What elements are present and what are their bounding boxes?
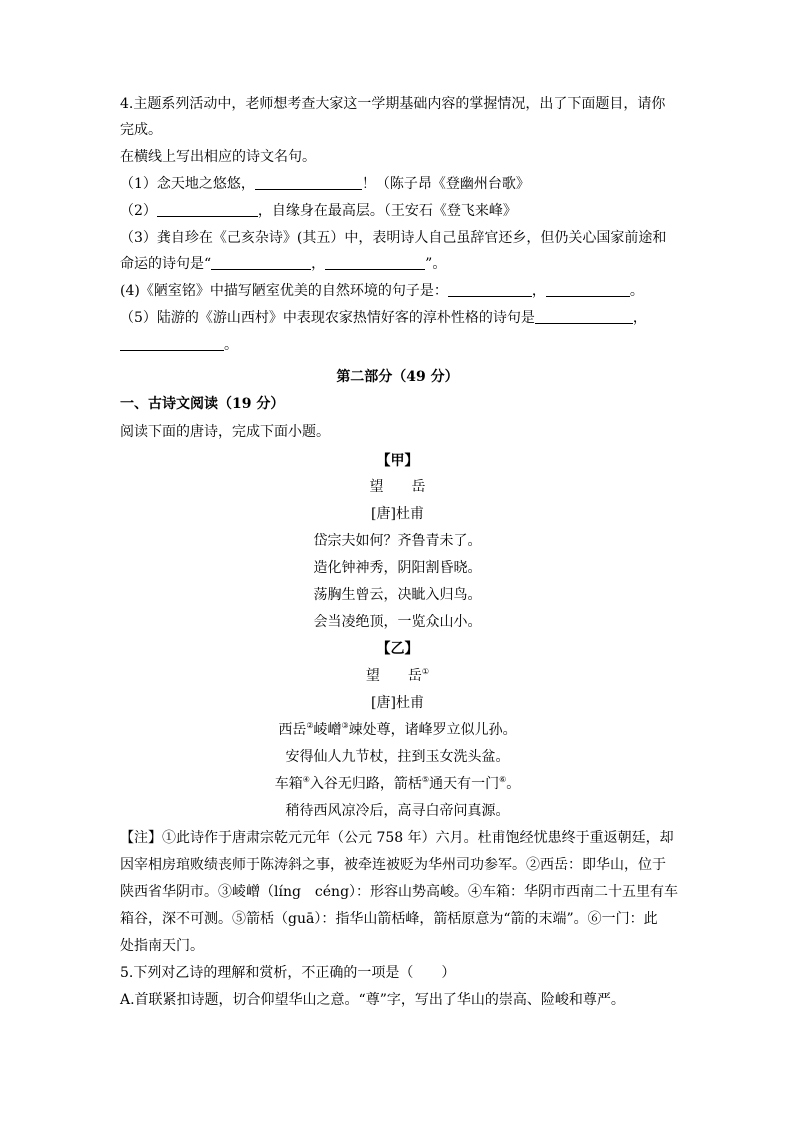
q4-item5-prefix: （5）陆游的《游山西村》中表现农家热情好客的淳朴性格的诗句是 (120, 310, 535, 326)
q4-item3-blank-2[interactable] (325, 255, 425, 270)
poem-a-author: [唐]杜甫 (371, 506, 424, 522)
q4-item3-line2 (120, 254, 446, 274)
q4-item3-suffix: ”。 (425, 256, 447, 272)
q4-item2-prefix: （2） (120, 203, 157, 219)
poem-a-title-char1: 望 (369, 479, 384, 495)
poem-b-line3-text-c: 通天有一门 (429, 776, 500, 792)
poem-a-tag: 【甲】 (376, 453, 419, 469)
poem-b-line-1 (120, 720, 675, 740)
poem-b-line-4: 稍待西风凉冷后，高寻白帝问真源。 (285, 803, 510, 819)
q4-item4-comma: ， (531, 283, 546, 299)
q4-item5-blank-2[interactable] (120, 336, 224, 351)
poem-a-line-4: 会当凌绝顶，一览众山小。 (313, 614, 482, 630)
notes-line-4: 箱谷，深不可测。⑤箭栝（guā）：指华山箭栝峰，箭栝原意为“箭的末端”。⑥一门：此 (120, 911, 658, 927)
q4-item2-blank[interactable] (157, 202, 258, 217)
q4-item5-comma: ， (632, 310, 647, 326)
poem-b-line-2: 安得仙人九节杖，拄到玉女洗头盆。 (285, 749, 510, 765)
q4-item2-suffix: ，自缘身在最高层。（王安石《登飞来峰》 (257, 203, 517, 219)
q4-item1-prefix: （1）念天地之悠悠， (120, 176, 255, 192)
poem-a-title-char2: 岳 (411, 479, 426, 495)
poem-a-line-3: 荡胸生曾云，决眦入归鸟。 (313, 587, 482, 603)
poem-b-note-5-ref: ⑤ (421, 775, 430, 784)
reading-instruction: 阅读下面的唐诗，完成下面小题。 (120, 424, 330, 440)
poem-b-line3-text-a: 车箱 (274, 776, 303, 792)
q4-intro-line2: 完成。 (120, 122, 162, 138)
notes-line-2: 因宰相房琯败绩丧师于陈涛斜之事，被牵连被贬为华州司功参军。②西岳：即华山，位于 (120, 857, 666, 873)
q4-item3-blank-1[interactable] (211, 255, 311, 270)
poem-b-title-note: ① (421, 667, 430, 676)
q4-instruction: 在横线上写出相应的诗文名句。 (120, 149, 316, 165)
q4-item-4 (120, 281, 644, 301)
q4-item3-line1: （3）龚自珍在《己亥杂诗》(其五）中，表明诗人自己虽辞官还乡，但仍关心国家前途和 (120, 230, 667, 246)
poem-b-note-2-ref: ② (306, 721, 314, 730)
poem-b-title-char2: 岳 (407, 668, 422, 684)
poem-b-note-3-ref: ③ (341, 721, 349, 730)
q4-item1-suffix: ！（陈子昂《登幽州台歌》 (361, 176, 530, 192)
poem-b-note-6-ref: ⑥ (499, 775, 507, 784)
notes-line-5: 处指南天门。 (120, 938, 204, 954)
q4-item5-blank-1[interactable] (535, 309, 633, 324)
poem-a-line-1: 岱宗夫如何？齐鲁青未了。 (313, 533, 482, 549)
poem-b-author: [唐]杜甫 (371, 695, 424, 711)
poem-b-line-3 (120, 774, 675, 794)
poem-b-line3-text-b: 入谷无归路，箭栝 (309, 776, 422, 792)
q5-option-a: A.首联紧扣诗题，切合仰望华山之意。“尊”字，写出了华山的崇高、险峻和尊严。 (120, 992, 625, 1008)
poem-b-title-char1: 望 (365, 668, 380, 684)
q4-item5-suffix: 。 (224, 337, 238, 353)
section-heading: 一、古诗文阅读（19 分） (120, 396, 285, 412)
poem-b-line1-text-a: 西岳 (278, 722, 307, 738)
poem-b-title (120, 666, 675, 686)
q4-item-1 (120, 174, 530, 194)
q4-item5-line1 (120, 308, 647, 328)
q4-item4-suffix: 。 (629, 283, 644, 299)
q4-item1-blank[interactable] (255, 175, 362, 190)
q5-stem: 5.下列对乙诗的理解和赏析，不正确的一项是（ ） (120, 965, 456, 981)
q4-item3-prefix: 命运的诗句是“ (120, 256, 212, 272)
q4-intro-line1: 4.主题系列活动中，老师想考查大家这一学期基础内容的掌握情况，出了下面题目，请你 (120, 96, 666, 112)
q4-item3-comma: ， (311, 256, 326, 272)
notes-line-1: 【注】①此诗作于唐肃宗乾元元年（公元 758 年）六月。杜甫饱经忧患终于重返朝廷，却 (120, 830, 674, 846)
q4-item4-prefix: (4)《陋室铭》中描写陋室优美的自然环境的句子是： (120, 283, 448, 299)
poem-b-line1-text-c: 竦处尊，诸峰罗立似儿孙。 (348, 722, 517, 738)
poem-b-tag: 【乙】 (376, 641, 419, 657)
poem-b-line1-text-b: 崚嶒 (313, 722, 342, 738)
q4-item5-line2 (120, 335, 238, 355)
q4-item4-blank-1[interactable] (448, 282, 532, 297)
poem-a-line-2: 造化钟神秀，阴阳割昏晓。 (313, 560, 482, 576)
q4-item4-blank-2[interactable] (546, 282, 630, 297)
part2-heading: 第二部分（49 分） (336, 369, 459, 385)
poem-b-line3-text-d: 。 (506, 776, 521, 792)
poem-a-title (120, 477, 675, 497)
notes-line-3: 陕西省华阴市。③崚嶒（líng céng）：形容山势高峻。④车箱：华阴市西南二十五里有车 (120, 884, 679, 900)
q4-item-2 (120, 201, 517, 221)
poem-b-note-4-ref: ④ (302, 775, 310, 784)
